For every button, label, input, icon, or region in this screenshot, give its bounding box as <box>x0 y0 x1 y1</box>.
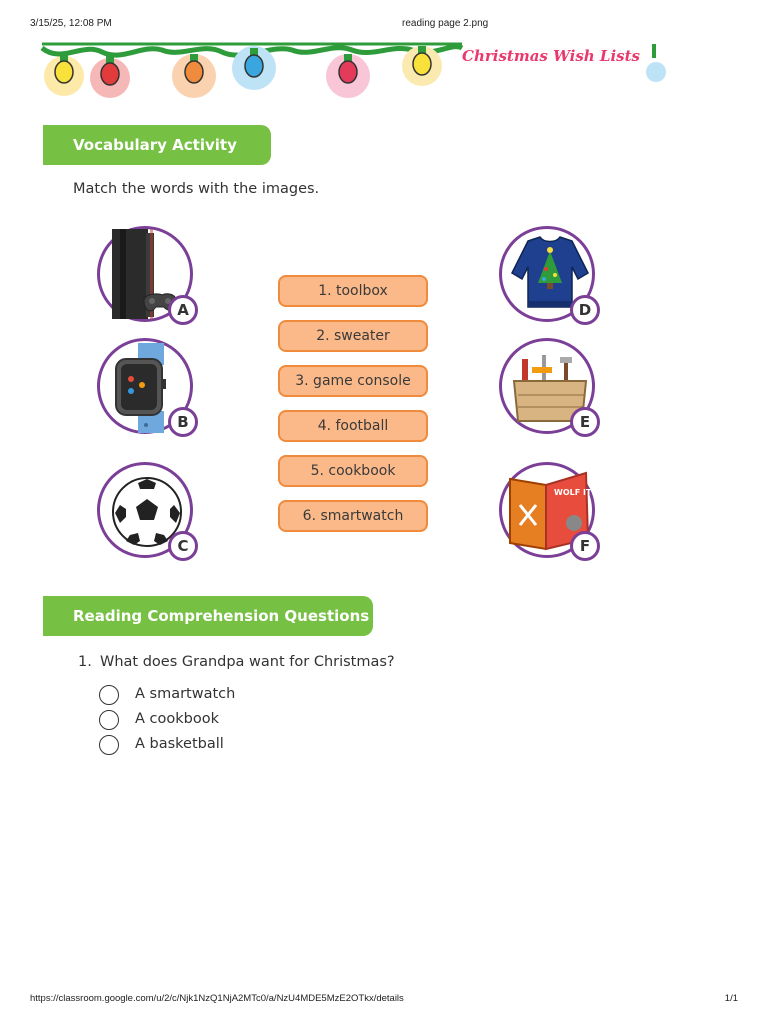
word-box-sweater[interactable]: 2. sweater <box>278 320 428 352</box>
reading-heading: Reading Comprehension Questions <box>43 596 373 636</box>
print-url: https://classroom.google.com/u/2/c/Njk1NzQ1NjA2MTc0/a/NzU4MDE5MzE2OTkx/details <box>30 993 404 1004</box>
word-box-cookbook[interactable]: 5. cookbook <box>278 455 428 487</box>
picture-e <box>499 338 595 434</box>
cookbook-cover-text: WOLF IT DOWN <box>554 488 624 497</box>
picture-f-letter: F <box>570 531 600 561</box>
picture-c <box>97 462 193 558</box>
question-1-number: 1. <box>78 654 92 670</box>
picture-e-letter: E <box>570 407 600 437</box>
print-footer <box>30 993 738 1007</box>
option-label: A smartwatch <box>135 686 236 702</box>
picture-b <box>97 338 193 434</box>
picture-a <box>97 226 193 322</box>
picture-c-letter: C <box>168 531 198 561</box>
word-box-toolbox[interactable]: 1. toolbox <box>278 275 428 307</box>
picture-d-letter: D <box>570 295 600 325</box>
vocabulary-heading: Vocabulary Activity <box>43 125 271 165</box>
picture-f <box>499 462 624 558</box>
radio-button[interactable] <box>99 685 119 705</box>
word-box-football[interactable]: 4. football <box>278 410 428 442</box>
word-box-smartwatch[interactable]: 6. smartwatch <box>278 500 428 532</box>
radio-button[interactable] <box>99 735 119 755</box>
print-filename: reading page 2.png <box>402 18 489 29</box>
radio-button[interactable] <box>99 710 119 730</box>
option-label: A basketball <box>135 736 224 752</box>
question-1 <box>78 654 395 670</box>
print-date: 3/15/25, 12:08 PM <box>30 18 112 29</box>
picture-a-letter: A <box>168 295 198 325</box>
word-box-game-console[interactable]: 3. game console <box>278 365 428 397</box>
print-header <box>30 18 738 34</box>
picture-b-letter: B <box>168 407 198 437</box>
banner-title: Christmas Wish Lists <box>462 47 640 65</box>
question-1-text: What does Grandpa want for Christmas? <box>100 654 395 670</box>
vocabulary-instruction: Match the words with the images. <box>73 181 320 197</box>
option-label: A cookbook <box>135 711 219 727</box>
print-page-number: 1/1 <box>724 993 738 1004</box>
picture-d <box>499 226 595 322</box>
